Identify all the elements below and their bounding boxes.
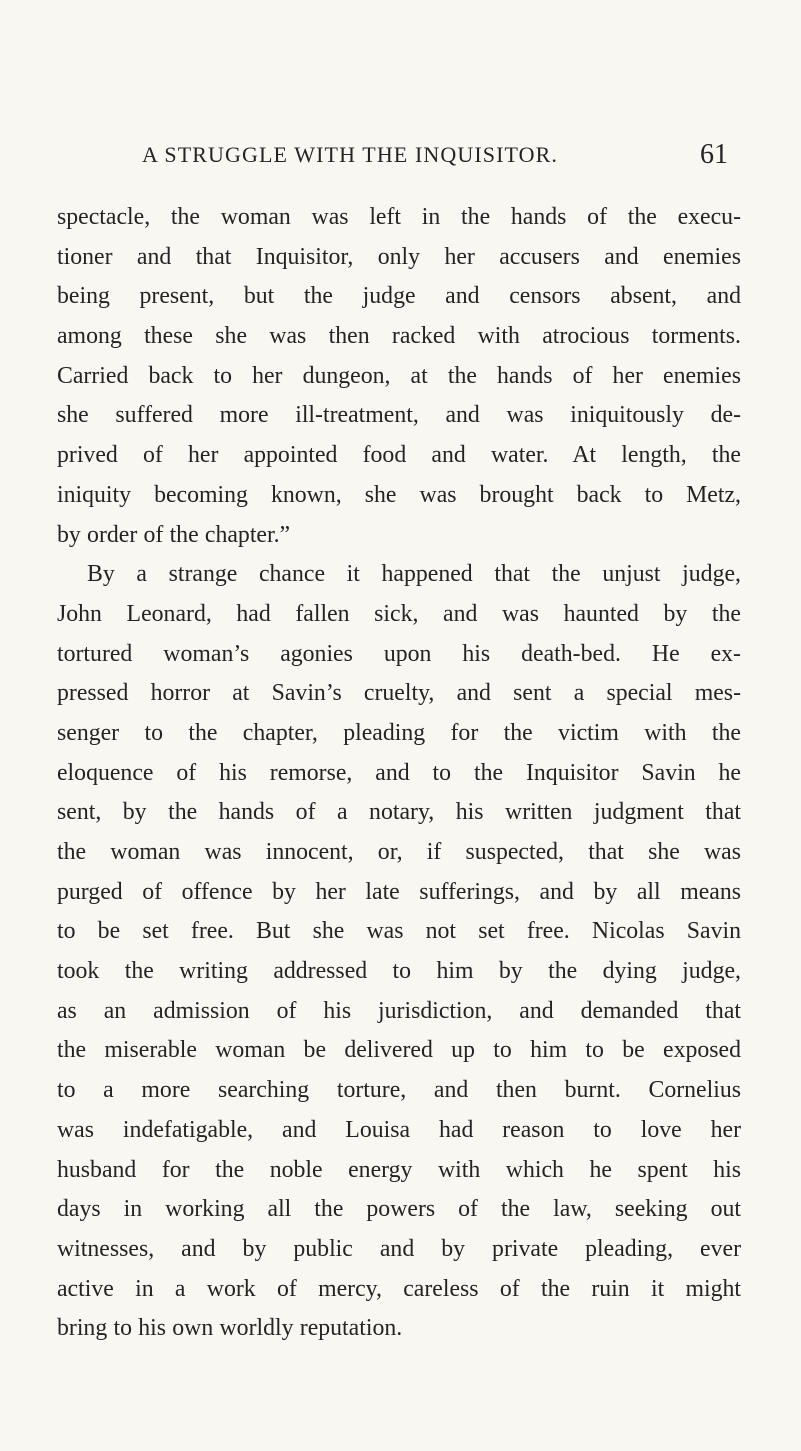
text-line: she suffered more ill-treatment, and was iniquitously de- [57, 402, 741, 429]
running-title: A STRUGGLE WITH THE INQUISITOR. [142, 142, 559, 167]
text-line: being present, but the judge and censors absent, and [57, 283, 741, 310]
text-line: Carried back to her dungeon, at the hands of her enemies [57, 362, 741, 389]
text-line: to a more searching torture, and then burnt. Cornelius [57, 1077, 741, 1104]
text-line: the miserable woman be delivered up to him to be exposed [57, 1037, 741, 1064]
text-line: senger to the chapter, pleading for the victim with the [57, 719, 741, 746]
text-line: husband for the noble energy with which he spent his [57, 1156, 741, 1183]
text-line: was indefatigable, and Louisa had reason to love her [57, 1116, 741, 1143]
page-number: 61 [700, 139, 728, 170]
running-head [142, 138, 728, 172]
text-line: tioner and that Inquisitor, only her accusers and enemies [57, 243, 741, 270]
text-line: by order of the chapter.” [57, 521, 291, 548]
text-line: took the writing addressed to him by the dying judge, [57, 958, 741, 985]
text-line: John Leonard, had fallen sick, and was haunted by the [57, 600, 741, 627]
text-line: days in working all the powers of the law, seeking out [57, 1196, 741, 1223]
text-line: purged of offence by her late sufferings, and by all means [57, 878, 741, 905]
text-line: pressed horror at Savin’s cruelty, and sent a special mes- [57, 680, 741, 707]
text-line: active in a work of mercy, careless of the ruin it might [57, 1275, 741, 1302]
text-line: spectacle, the woman was left in the hands of the execu- [57, 204, 741, 230]
text-line: among these she was then racked with atrocious torments. [57, 323, 741, 350]
text-line: to be set free. But she was not set free. Nicolas Savin [57, 918, 741, 945]
text-line: iniquity becoming known, she was brought back to Metz, [57, 481, 741, 508]
text-line: eloquence of his remorse, and to the Inquisitor Savin he [57, 759, 741, 786]
text-line: sent, by the hands of a notary, his written judgment that [57, 799, 741, 826]
text-line: tortured woman’s agonies upon his death-bed. He ex- [57, 640, 741, 667]
text-line: the woman was innocent, or, if suspected, that she was [57, 839, 741, 865]
text-line: bring to his own worldly reputation. [57, 1315, 403, 1342]
text-line: By a strange chance it happened that the unjust judge, [87, 561, 741, 588]
body-text [57, 198, 741, 1349]
text-line: witnesses, and by public and by private pleading, ever [57, 1235, 741, 1262]
text-line: as an admission of his jurisdiction, and demanded that [57, 997, 741, 1024]
text-line: prived of her appointed food and water. At length, the [57, 442, 741, 469]
